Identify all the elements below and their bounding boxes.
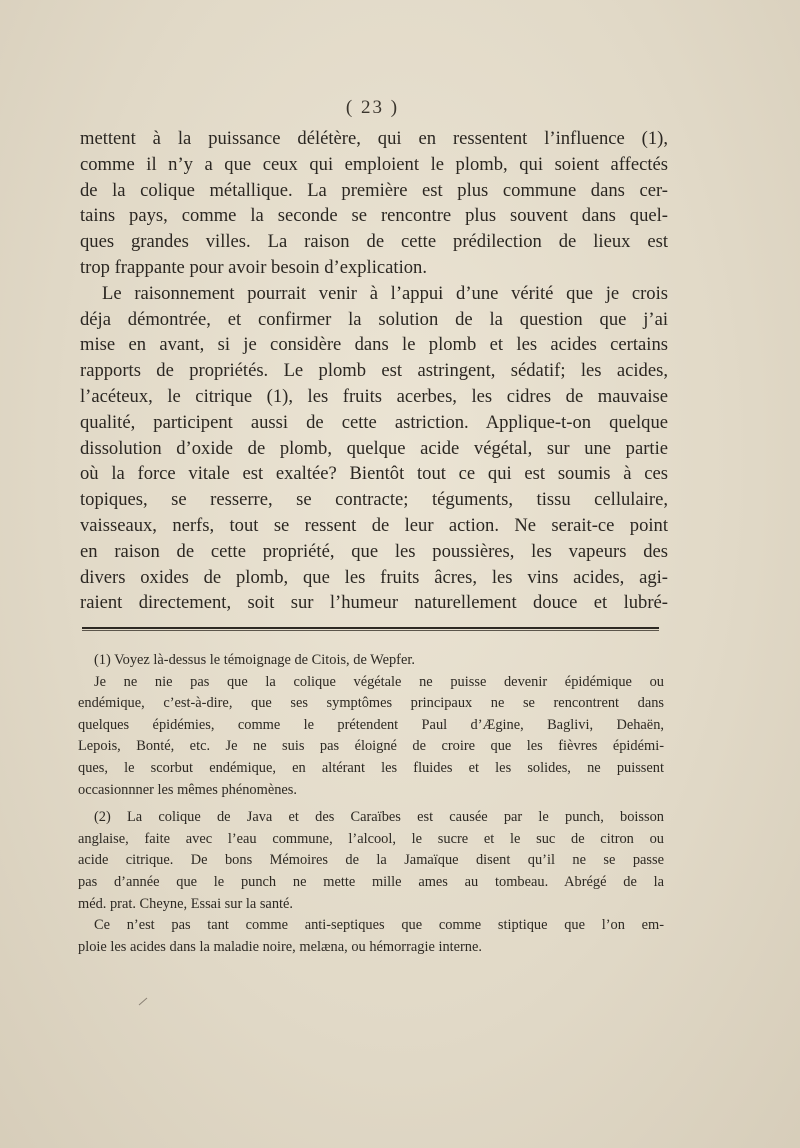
footnote-line: (1) Voyez là-dessus le témoignage de Citois, de Wepfer. [94, 652, 415, 668]
footnote-line: occasionnner les mêmes phénomènes. [78, 781, 297, 798]
text-line: comme il n’y a que ceux qui emploient le plomb, qui soient affectés [80, 153, 668, 175]
footnote-line: Ce n’est pas tant comme anti-septiques que comme stiptique que l’on em- [94, 917, 664, 934]
text-line: rapports de propriétés. Le plomb est astringent, sédatif; les acides, [80, 360, 668, 382]
text-line: dissolution d’oxide de plomb, quelque acide végétal, sur une partie [80, 437, 668, 459]
text-line: vaisseaux, nerfs, tout se ressent de leur action. Ne serait-ce point [80, 514, 668, 536]
text-line: où la force vitale est exaltée? Bientôt tout ce qui est soumis à ces [80, 463, 668, 485]
text-line: mise en avant, si je considère dans le plomb et les acides certains [80, 334, 668, 356]
text-line: Le raisonnement pourrait venir à l’appui d’une vérité que je crois [102, 282, 668, 304]
text-line: en raison de cette propriété, que les poussières, les vapeurs des [80, 540, 668, 562]
text-line: divers oxides de plomb, que les fruits âcres, les vins acides, agi- [80, 566, 668, 588]
text-line: ques grandes villes. La raison de cette prédilection de lieux est [80, 231, 668, 253]
text-line: mettent à la puissance délétère, qui en ressentent l’influence (1), [80, 128, 668, 149]
text-line: topiques, se resserre, se contracte; téguments, tissu cellulaire, [80, 489, 668, 511]
text-line: de la colique métallique. La première est plus commune dans cer- [80, 179, 668, 201]
footnote-line: méd. prat. Cheyne, Essai sur la santé. [78, 895, 294, 912]
footnote-divider [82, 627, 659, 631]
footnote-line: pas d’année que le punch ne mette mille ames au tombeau. Abrégé de la [78, 873, 664, 890]
text-line: déja démontrée, et confirmer la solution de la question que j’ai [80, 308, 668, 330]
text-line: tains pays, comme la seconde se rencontre plus souvent dans quel- [80, 205, 668, 227]
footnote-line: Lepois, Bonté, etc. Je ne suis pas éloigné de croire que les fièvres épidémi- [78, 738, 664, 755]
footnote-line: ques, le scorbut endémique, en altérant les fluides et les solides, ne puissent [78, 759, 664, 776]
text-line: trop frappante pour avoir besoin d’explication. [80, 256, 427, 278]
text-line: raient directement, soit sur l’humeur naturellement douce et lubré- [80, 592, 668, 614]
text-line: qualité, participent aussi de cette astriction. Applique-t-on quelque [80, 411, 668, 433]
footnote-line: anglaise, faite avec l’eau commune, l’alcool, le sucre et le suc de citron ou [78, 830, 664, 847]
footnote-line: Je ne nie pas que la colique végétale ne puisse devenir épidémique ou [94, 673, 664, 690]
footnote-line: acide citrique. De bons Mémoires de la Jamaïque disent qu’il ne se passe [78, 852, 664, 869]
page-number: ( 23 ) [345, 97, 400, 118]
footnote-line: ploie les acides dans la maladie noire, melæna, ou hémorragie interne. [78, 938, 482, 955]
footnote-line: (2) La colique de Java et des Caraïbes est causée par le punch, boisson [94, 809, 664, 826]
pencil-mark [138, 995, 148, 1005]
pencil-mark-icon [138, 996, 148, 1006]
footnote-line: endémique, c’est-à-dire, que ses symptômes principaux ne se rencontrent dans [78, 695, 664, 712]
footnotes [78, 650, 664, 958]
footnote-line: quelques épidémies, comme le prétendent Paul d’Ægine, Baglivi, Dehaën, [78, 716, 664, 733]
main-text [80, 126, 668, 616]
text-line: l’acéteux, le citrique (1), les fruits acerbes, les cidres de mauvaise [80, 385, 668, 407]
